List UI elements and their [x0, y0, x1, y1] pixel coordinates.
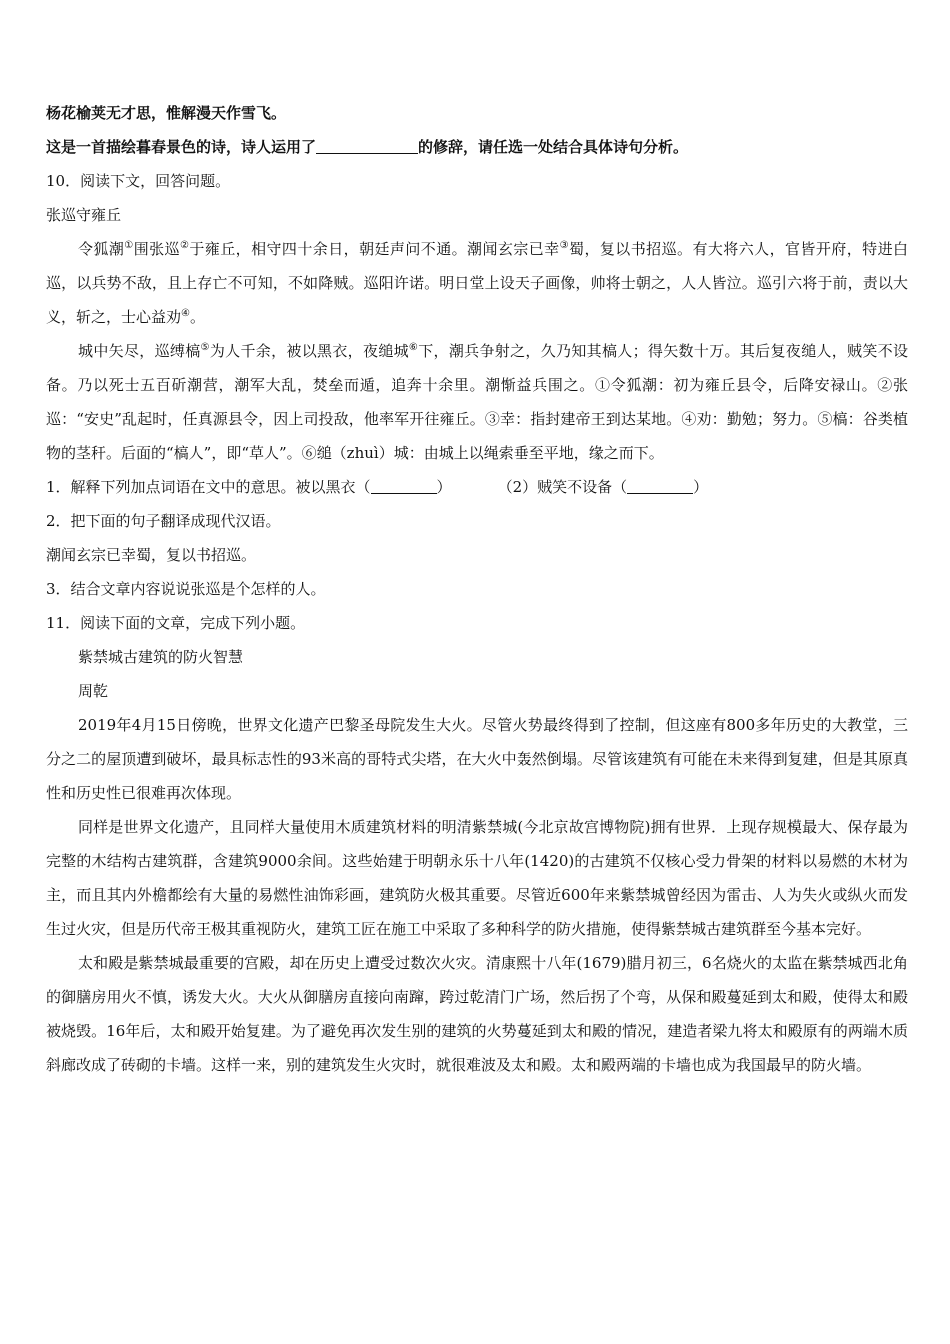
- poem-line: 杨花榆荚无才思，惟解漫天作雪飞。: [46, 104, 287, 122]
- q11-paragraph-1: 2019年4月15日傍晚，世界文化遗产巴黎圣母院发生大火。尽管火势最终得到了控制，但这座有800多年历史的大教堂，三分之二的屋顶遭到破坏，最具标志性的93米高的哥特式尖塔，在大火中轰然倒塌。尽管该建筑有可能在未来得到复建，但是其原真性和历史性已很难再次体现。: [46, 716, 908, 802]
- q10-sub3: 3．结合文章内容说说张巡是个怎样的人。: [46, 580, 326, 598]
- poem-question: 这是一首描绘暮春景色的诗，诗人运用了 的修辞，请任选一处结合具体诗句分析。: [46, 130, 908, 164]
- q11-paragraph-3: 太和殿是紫禁城最重要的宫殿，却在历史上遭受过数次火灾。清康熙十八年(1679)腊月初三，6名烧火的太监在紫禁城西北角的御膳房用火不慎，诱发大火。大火从御膳房直接向南蹿，跨过乾清门广场，然后拐了个弯，从保和殿蔓延到太和殿，使得太和殿被烧毁。16年后，太和殿开始复建。为了避免再次发生别的建筑的火势蔓延到太和殿的情况，建造者梁九将太和殿原有的两端木质斜廊改成了砖砌的卡墙。这样一来，别的建筑发生火灾时，就很难波及太和殿。太和殿两端的卡墙也成为我国最早的防火墙。: [46, 954, 908, 1074]
- q10-paragraph-2: 城中矢尽，巡缚槁⑤为人千余，被以黑衣，夜缒城⑥下，潮兵争射之，久乃知其槁人；得矢数十万。其后复夜缒人，贼笑不设备。乃以死士五百斫潮营，潮军大乱，焚垒而遁，追奔十余里。潮惭益兵围之。①令狐潮：初为雍丘县令，后降安禄山。②张巡：“安史”乱起时，任真源县令，因上司投敌，他率军开往雍丘。③幸：指封建帝王到达某地。④劝：勤勉；努力。⑤槁：谷类植物的茎秆。后面的“槁人”，即“草人”。⑥缒（zhuì）城：由城上以绳索垂至平地，缘之而下。: [46, 342, 908, 462]
- q10-title: 张巡守雍丘: [46, 206, 122, 224]
- q10-heading: 10．阅读下文，回答问题。: [46, 172, 231, 190]
- q11-title: 紫禁城古建筑的防火智慧: [78, 648, 244, 666]
- q11-paragraph-2: 同样是世界文化遗产，且同样大量使用木质建筑材料的明清紫禁城(今北京故宫博物院)拥有世界．上现存规模最大、保存最为完整的木结构古建筑群，含建筑9000余间。这些始建于明朝永乐十八年(1420)的古建筑不仅核心受力骨架的材料以易燃的木材为主，而且其内外檐都绘有大量的易燃性油饰彩画，建筑防火极其重要。尽管近600年来紫禁城曾经因为雷击、人为失火或纵火而发生过火灾，但是历代帝王极其重视防火，建筑工匠在施工中采取了多种科学的防火措施，使得紫禁城古建筑群至今基本完好。: [46, 818, 908, 938]
- q10-sub2: 2．把下面的句子翻译成现代汉语。: [46, 512, 281, 530]
- q10-sub1: 1．解释下列加点词语在文中的意思。被以黑衣（ ） （2）贼笑不设备（ ）: [46, 470, 908, 504]
- answer-blank-1[interactable]: [371, 475, 437, 494]
- q11-heading: 11．阅读下面的文章，完成下列小题。: [46, 614, 306, 632]
- q10-paragraph-1: 令狐潮①围张巡②于雍丘，相守四十余日，朝廷声问不通。潮闻玄宗已幸③蜀，复以书招巡。有大将六人，官皆开府，特进白巡，以兵势不敌，且上存亡不可知，不如降贼。巡阳许诺。明日堂上设天子画像，帅将士朝之，人人皆泣。巡引六将于前，责以大义，斩之，士心益劝④。: [46, 240, 908, 326]
- q10-sub2-sentence: 潮闻玄宗已幸蜀，复以书招巡。: [46, 546, 257, 564]
- answer-blank[interactable]: [316, 135, 418, 154]
- document-page: [46, 96, 908, 1082]
- q11-author: 周乾: [78, 682, 109, 700]
- answer-blank-2[interactable]: [627, 475, 693, 494]
